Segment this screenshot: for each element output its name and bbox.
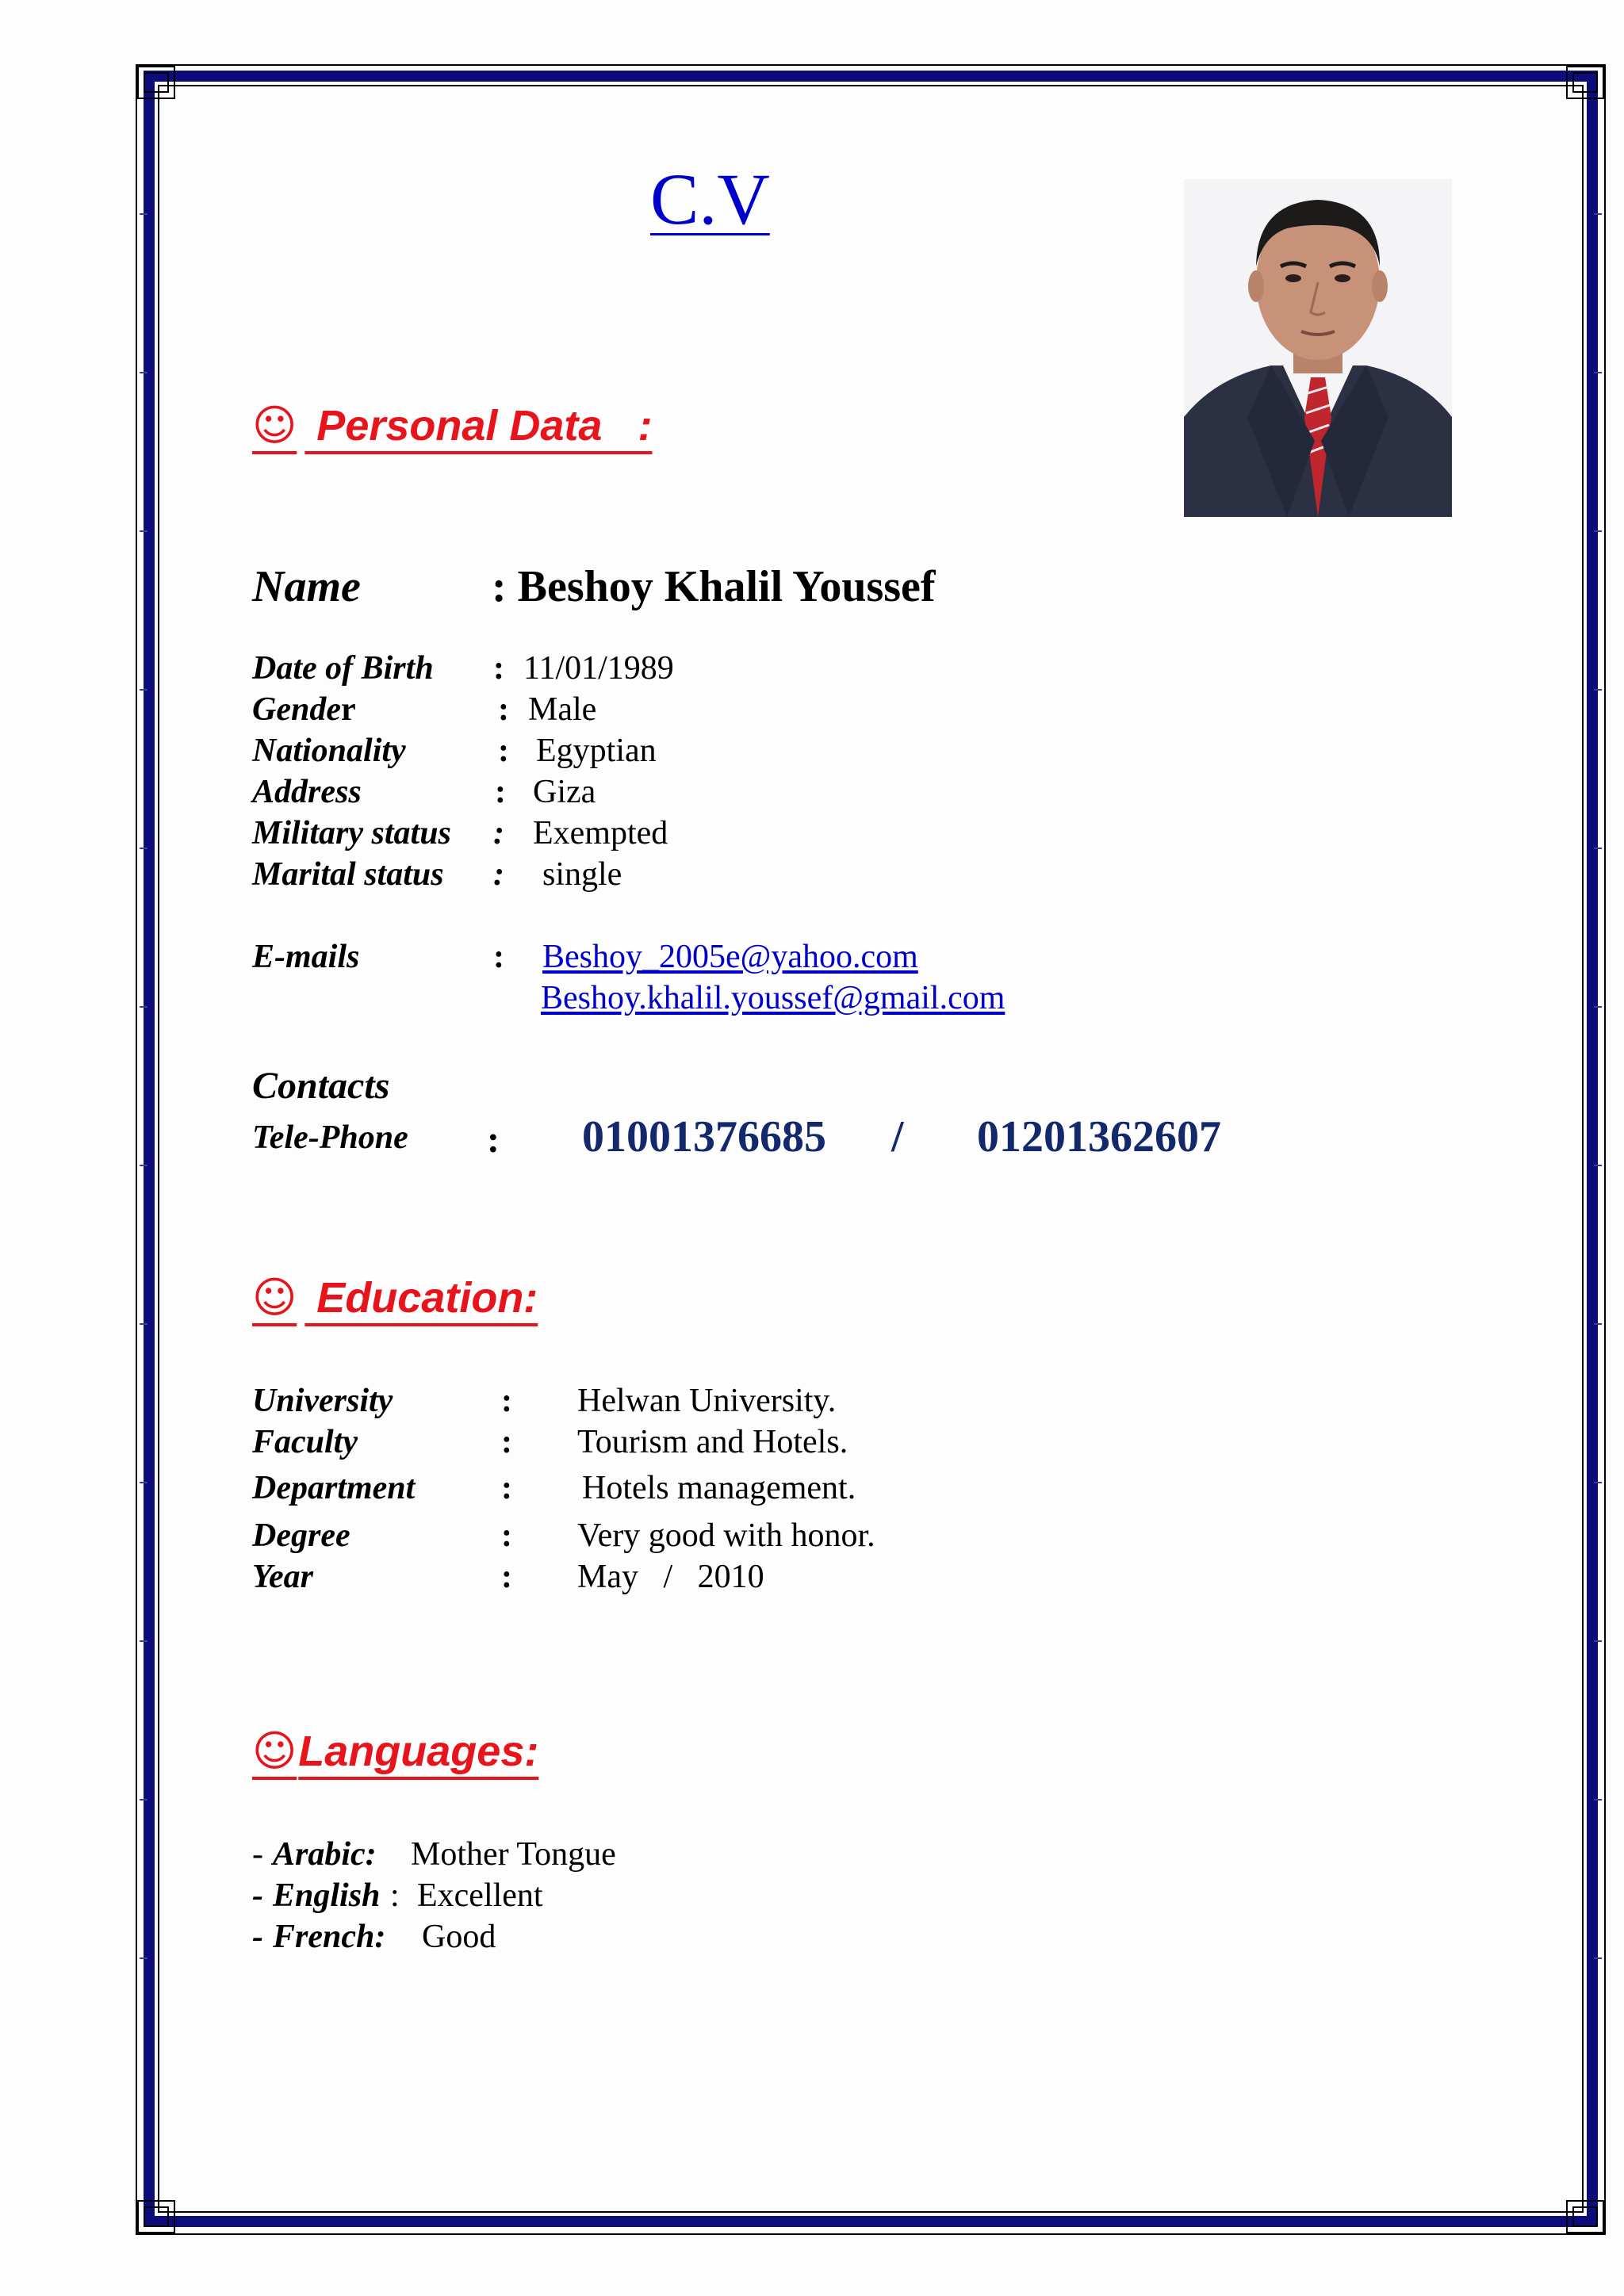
military-value: Exempted bbox=[533, 815, 668, 851]
nationality-value: Egyptian bbox=[536, 733, 657, 769]
nationality-colon: : bbox=[498, 733, 509, 769]
address-value: Giza bbox=[533, 774, 596, 810]
university-colon: : bbox=[501, 1383, 512, 1419]
faculty-label: Faculty bbox=[252, 1424, 358, 1460]
telephone-row bbox=[252, 1112, 1221, 1162]
military-label: Military status bbox=[252, 815, 451, 851]
field-row-gender bbox=[252, 691, 597, 734]
name-row bbox=[252, 562, 936, 611]
field-row-address bbox=[252, 774, 596, 817]
language-level: Good bbox=[422, 1919, 496, 1955]
university-label: University bbox=[252, 1383, 393, 1419]
dob-label: Date of Birth bbox=[252, 650, 434, 687]
department-label: Department bbox=[252, 1470, 416, 1506]
year-label: Year bbox=[252, 1559, 313, 1595]
languages-heading bbox=[252, 1726, 539, 1776]
name-label: Name bbox=[252, 562, 361, 611]
gender-colon: : bbox=[498, 691, 509, 728]
phone-number-2: 01201362607 bbox=[977, 1112, 1221, 1161]
email-link-yahoo[interactable]: Beshoy_2005e@yahoo.com bbox=[542, 939, 918, 975]
contacts-label: Contacts bbox=[252, 1065, 390, 1107]
marital-colon: : bbox=[493, 856, 504, 893]
phone-separator: / bbox=[891, 1112, 904, 1161]
field-row-department bbox=[252, 1470, 856, 1513]
telephone-label: Tele-Phone bbox=[252, 1119, 408, 1156]
dob-colon: : bbox=[493, 650, 504, 687]
language-item-arabic bbox=[252, 1836, 616, 1879]
field-row-degree bbox=[252, 1517, 875, 1560]
language-name: French: bbox=[273, 1919, 386, 1955]
address-colon: : bbox=[495, 774, 506, 810]
language-level: Excellent bbox=[417, 1877, 543, 1914]
department-value: Hotels management. bbox=[582, 1470, 856, 1506]
field-row-year bbox=[252, 1559, 764, 1601]
field-row-dob bbox=[252, 650, 674, 693]
degree-value: Very good with honor. bbox=[577, 1517, 875, 1554]
language-bullet: - bbox=[252, 1919, 272, 1955]
dob-value: 11/01/1989 bbox=[523, 650, 674, 687]
emails-colon: : bbox=[493, 939, 504, 975]
language-bullet: - bbox=[252, 1877, 272, 1914]
smiley-icon: ☺ bbox=[252, 400, 297, 450]
education-heading bbox=[252, 1272, 538, 1322]
field-row-university bbox=[252, 1383, 837, 1425]
language-name: Arabic: bbox=[273, 1836, 377, 1873]
emails-row-2 bbox=[252, 980, 1005, 1023]
field-row-marital bbox=[252, 856, 622, 899]
field-row-faculty bbox=[252, 1424, 848, 1467]
language-level: Mother Tongue bbox=[411, 1836, 616, 1873]
faculty-colon: : bbox=[501, 1424, 512, 1460]
smiley-icon: ☺ bbox=[252, 1272, 297, 1322]
personal-data-heading bbox=[252, 400, 653, 450]
address-label: Address bbox=[252, 774, 362, 810]
marital-value: single bbox=[542, 856, 622, 893]
emails-row bbox=[252, 939, 918, 982]
email-link-gmail[interactable]: Beshoy.khalil.youssef@gmail.com bbox=[541, 980, 1005, 1016]
language-bullet: - bbox=[252, 1836, 272, 1873]
profile-photo bbox=[1184, 179, 1452, 517]
education-heading-text: Education: bbox=[304, 1274, 538, 1322]
year-colon: : bbox=[501, 1559, 512, 1595]
faculty-value: Tourism and Hotels. bbox=[577, 1424, 848, 1460]
telephone-colon: : bbox=[487, 1119, 500, 1161]
personal-data-heading-text: Personal Data : bbox=[304, 402, 653, 450]
gender-label: Gender bbox=[252, 691, 356, 728]
cv-title: C.V bbox=[650, 159, 770, 239]
degree-colon: : bbox=[501, 1517, 512, 1554]
department-colon: : bbox=[501, 1470, 512, 1506]
languages-heading-text: Languages: bbox=[298, 1728, 539, 1775]
contacts-row bbox=[252, 1065, 390, 1108]
degree-label: Degree bbox=[252, 1517, 350, 1554]
language-name: English bbox=[273, 1877, 381, 1914]
year-value: May / 2010 bbox=[577, 1559, 764, 1595]
language-separator: : bbox=[390, 1877, 400, 1914]
name-value: : Beshoy Khalil Youssef bbox=[492, 562, 936, 611]
language-item-french bbox=[252, 1919, 496, 1961]
gender-value: Male bbox=[528, 691, 597, 728]
military-colon: : bbox=[493, 815, 504, 851]
university-value: Helwan University. bbox=[577, 1383, 837, 1419]
nationality-label: Nationality bbox=[252, 733, 406, 769]
emails-label: E-mails bbox=[252, 939, 360, 975]
phone-number-1: 01001376685 bbox=[582, 1112, 826, 1161]
marital-label: Marital status bbox=[252, 856, 444, 893]
language-item-english bbox=[252, 1877, 543, 1920]
field-row-military bbox=[252, 815, 668, 858]
smiley-icon: ☺ bbox=[252, 1726, 297, 1776]
field-row-nationality bbox=[252, 733, 657, 775]
